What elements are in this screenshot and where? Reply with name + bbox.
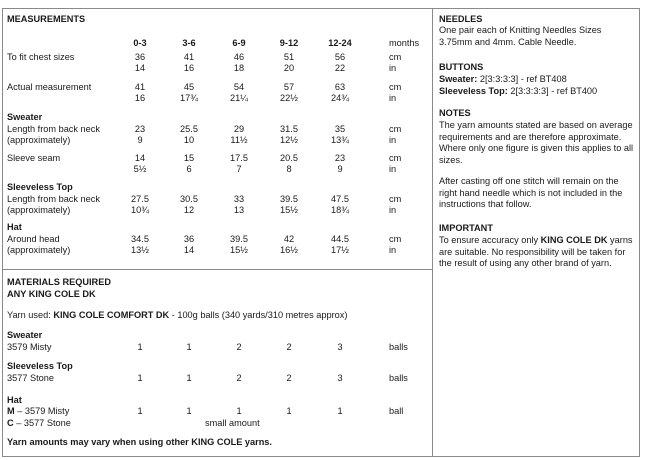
measurement-cm-value: 51: [283, 52, 295, 62]
materials-sweater-label: 3579 Misty: [7, 342, 52, 352]
measurement-in-value: 24¾: [331, 93, 349, 103]
materials-sweater-value: 1: [186, 342, 192, 352]
measurement-row-label: To fit chest sizes: [7, 52, 75, 62]
measurement-in-value: 15½: [230, 245, 248, 255]
yarn-used-suffix: - 100g balls (340 yards/310 metres approx): [169, 310, 348, 320]
unit-in: in: [389, 135, 397, 145]
size-header-4: 12-24: [328, 38, 352, 48]
measurement-cm-value: 56: [334, 52, 346, 62]
yarn-used-name: KING COLE COMFORT DK: [53, 310, 170, 320]
measurement-cm-value: 34.5: [131, 234, 149, 244]
notes-paragraph-1: The yarn amounts stated are based on average requirements and are therefore approximate. Where only one figure is given this applies to all sizes.: [439, 120, 634, 165]
measurement-row-label: Around head: [7, 234, 60, 244]
materials-hat-m-value: 1: [236, 406, 242, 416]
measurement-cm-value: 30.5: [180, 194, 198, 204]
materials-subtitle: ANY KING COLE DK: [7, 289, 96, 299]
important-text-1: To ensure accuracy only: [439, 235, 541, 245]
materials-top-value: 1: [137, 373, 143, 383]
measurement-in-value: 12: [183, 205, 195, 215]
section-divider: [2, 269, 433, 270]
measurement-in-value: 10: [183, 135, 195, 145]
unit-in: in: [389, 63, 397, 73]
buttons-sweater: [439, 74, 567, 85]
measurement-cm-value: 54: [233, 82, 245, 92]
measurement-cm-value: 14: [134, 153, 146, 163]
measurement-cm-value: 45: [183, 82, 195, 92]
hat-c-code: C: [7, 418, 14, 428]
unit-cm: cm: [389, 234, 402, 244]
measurement-in-value: 7: [236, 164, 242, 174]
measurement-cm-value: 63: [334, 82, 346, 92]
measurement-in-value: 14: [134, 63, 146, 73]
measurement-cm-value: 36: [134, 52, 146, 62]
materials-hat-m-value: 1: [286, 406, 292, 416]
buttons-top-text: 2[3:3:3:3] - ref BT400: [507, 86, 598, 96]
measurement-cm-value: 41: [183, 52, 195, 62]
measurement-cm-value: 39.5: [280, 194, 298, 204]
measurement-in-value: 16: [183, 63, 195, 73]
measurement-group-heading: Sleeveless Top: [7, 182, 73, 192]
materials-sweater-value: 1: [137, 342, 143, 352]
measurement-in-value: 12½: [280, 135, 298, 145]
materials-hat-c-value: small amount: [205, 418, 260, 428]
measurement-cm-value: 23: [334, 153, 346, 163]
size-header-0: 0-3: [133, 38, 147, 48]
measurement-row-label-2: (approximately): [7, 205, 71, 215]
measurement-in-value: 21¼: [230, 93, 248, 103]
measurement-in-value: 14: [183, 245, 195, 255]
measurement-in-value: 18¾: [331, 205, 349, 215]
measurement-cm-value: 44.5: [331, 234, 349, 244]
column-divider: [432, 8, 433, 457]
measurement-in-value: 17¾: [180, 93, 198, 103]
measurement-in-value: 13: [233, 205, 245, 215]
materials-sweater-unit: balls: [389, 342, 408, 352]
buttons-sweater-text: 2[3:3:3:3] - ref BT408: [477, 74, 567, 84]
materials-footer: Yarn amounts may vary when using other KING COLE yarns.: [7, 437, 272, 447]
measurement-in-value: 5½: [133, 164, 147, 174]
measurement-cm-value: 29: [233, 124, 245, 134]
materials-hat-m-value: 1: [186, 406, 192, 416]
notes-paragraph-2: After casting off one stitch will remain on the right hand needle which is not included in the instructions that follow.: [439, 176, 623, 210]
measurement-in-value: 15½: [280, 205, 298, 215]
measurement-cm-value: 42: [283, 234, 295, 244]
buttons-top-label: Sleeveless Top:: [439, 86, 508, 96]
measurement-row-label-2: (approximately): [7, 245, 71, 255]
measurement-in-value: 17½: [331, 245, 349, 255]
measurement-cm-value: 36: [183, 234, 195, 244]
measurement-cm-value: 41: [134, 82, 146, 92]
materials-top-heading: Sleeveless Top: [7, 361, 73, 371]
hat-c-text: – 3577 Stone: [13, 418, 71, 428]
needles-title: NEEDLES: [439, 14, 483, 24]
unit-cm: cm: [389, 124, 402, 134]
measurement-row-label-2: (approximately): [7, 135, 71, 145]
yarn-used-line: [7, 310, 347, 321]
measurement-cm-value: 39.5: [230, 234, 248, 244]
measurement-in-value: 20: [283, 63, 295, 73]
measurement-in-value: 8: [286, 164, 292, 174]
measurement-in-value: 9: [137, 135, 143, 145]
unit-cm: cm: [389, 153, 402, 163]
measurement-in-value: 11½: [230, 135, 248, 145]
yarn-used-prefix: Yarn used:: [7, 310, 54, 320]
measurement-cm-value: 23: [134, 124, 146, 134]
measurement-in-value: 13¾: [331, 135, 349, 145]
measurement-in-value: 10¾: [131, 205, 149, 215]
materials-top-label: 3577 Stone: [7, 373, 55, 383]
measurement-row-label: Length from back neck: [7, 124, 100, 134]
measurement-in-value: 22: [334, 63, 346, 73]
materials-hat-c-label: [7, 418, 71, 429]
materials-hat-m-unit: ball: [389, 406, 404, 416]
hat-m-text: – 3579 Misty: [14, 406, 70, 416]
measurement-group-heading: Sweater: [7, 112, 43, 122]
measurement-cm-value: 35: [334, 124, 346, 134]
notes-title: NOTES: [439, 108, 471, 118]
measurement-cm-value: 46: [233, 52, 245, 62]
materials-top-value: 3: [337, 373, 343, 383]
materials-top-unit: balls: [389, 373, 408, 383]
unit-in: in: [389, 205, 397, 215]
important-text: [439, 235, 637, 270]
important-title: IMPORTANT: [439, 223, 493, 233]
measurement-in-value: 16½: [280, 245, 298, 255]
unit-header: months: [389, 38, 420, 48]
measurement-row-label: Sleeve seam: [7, 153, 61, 163]
buttons-title: BUTTONS: [439, 62, 484, 72]
measurement-cm-value: 31.5: [280, 124, 298, 134]
measurement-cm-value: 33: [233, 194, 245, 204]
buttons-top: [439, 86, 597, 97]
unit-in: in: [389, 93, 397, 103]
important-brand: KING COLE DK: [540, 235, 608, 245]
materials-sweater-value: 2: [286, 342, 292, 352]
measurement-row-label: Actual measurement: [7, 82, 92, 92]
measurement-cm-value: 27.5: [131, 194, 149, 204]
measurement-in-value: 22½: [280, 93, 298, 103]
measurements-title: MEASUREMENTS: [7, 14, 86, 24]
measurement-in-value: 16: [134, 93, 146, 103]
measurement-cm-value: 17.5: [230, 153, 248, 163]
materials-title: MATERIALS REQUIRED: [7, 277, 111, 287]
materials-top-value: 2: [286, 373, 292, 383]
unit-cm: cm: [389, 194, 402, 204]
materials-top-value: 2: [236, 373, 242, 383]
needles-text: One pair each of Knitting Needles Sizes 3.75mm and 4mm. Cable Needle.: [439, 25, 602, 47]
measurement-in-value: 6: [186, 164, 192, 174]
measurement-cm-value: 20.5: [280, 153, 298, 163]
measurement-cm-value: 25.5: [180, 124, 198, 134]
important-text-2: yarns are suitable. No responsibility will be taken for the result of using any other brand of yarn.: [439, 235, 633, 269]
measurement-cm-value: 57: [283, 82, 295, 92]
unit-in: in: [389, 245, 397, 255]
unit-cm: cm: [389, 82, 402, 92]
size-header-3: 9-12: [279, 38, 299, 48]
measurement-in-value: 13½: [131, 245, 149, 255]
measurement-group-heading: Hat: [7, 222, 22, 232]
measurement-in-value: 18: [233, 63, 245, 73]
materials-top-value: 1: [186, 373, 192, 383]
materials-sweater-heading: Sweater: [7, 330, 43, 340]
hat-m-code: M: [7, 406, 15, 416]
measurement-row-label: Length from back neck: [7, 194, 100, 204]
materials-hat-m-value: 1: [137, 406, 143, 416]
size-header-2: 6-9: [232, 38, 246, 48]
materials-hat-m-label: [7, 406, 69, 417]
buttons-sweater-label: Sweater:: [439, 74, 478, 84]
unit-in: in: [389, 164, 397, 174]
materials-sweater-value: 2: [236, 342, 242, 352]
materials-hat-heading: Hat: [7, 395, 22, 405]
size-header-1: 3-6: [182, 38, 196, 48]
materials-sweater-value: 3: [337, 342, 343, 352]
measurement-in-value: 9: [337, 164, 343, 174]
materials-hat-m-value: 1: [337, 406, 343, 416]
measurement-cm-value: 47.5: [331, 194, 349, 204]
unit-cm: cm: [389, 52, 402, 62]
measurement-cm-value: 15: [183, 153, 195, 163]
